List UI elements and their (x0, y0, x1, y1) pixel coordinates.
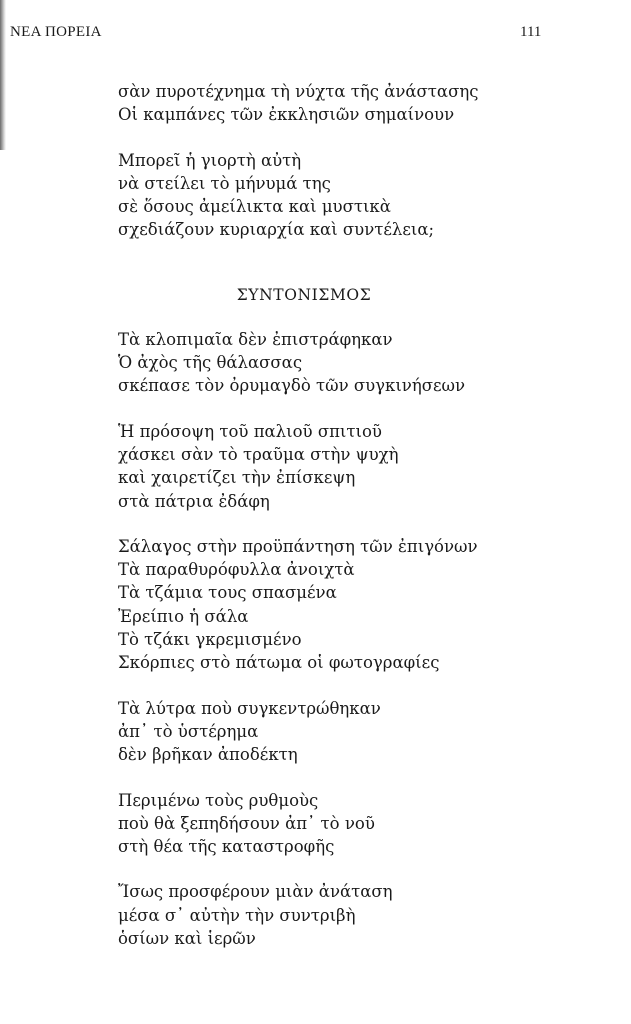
stanza (118, 149, 618, 242)
stanza (118, 535, 618, 675)
poem-line: μέσα σ᾿ αὐτὴν τὴν συντριβὴ (118, 905, 356, 925)
poem-line: Τὰ λύτρα ποὺ συγκεντρώθηκαν (118, 698, 381, 718)
poem-line: ἀπ᾿ τὸ ὑστέρημα (118, 721, 259, 741)
poem-line: Ἴσως προσφέρουν μιὰν ἀνάταση (118, 882, 393, 902)
poem-line: Τὰ τζάμια τους σπασμένα (118, 583, 337, 603)
poem-line: Οἱ καμπάνες τῶν ἐκκλησιῶν σημαίνουν (118, 105, 455, 125)
poem-line: Μπορεῖ ἡ γιορτὴ αὐτὴ (118, 150, 302, 170)
page-header (0, 24, 631, 48)
stanza (118, 328, 618, 398)
poem-line: Ἐρείπιο ἡ σάλα (118, 606, 249, 626)
poem-line: σχεδιάζουν κυριαρχία καὶ συντέλεια; (118, 220, 435, 240)
poem-line: Τὰ παραθυρόφυλλα ἀνοιχτὰ (118, 560, 355, 580)
poem-line: σὰν πυροτέχνημα τὴ νύχτα τῆς ἀνάστασης (118, 82, 479, 101)
poem-line: στὴ θέα τῆς καταστροφῆς (118, 837, 335, 857)
poem-line: χάσκει σὰν τὸ τραῦμα στὴν ψυχὴ (118, 444, 399, 464)
section-title: ΣΥΝΤΟΝΙΣΜΟΣ (236, 285, 372, 304)
poem-line: νὰ στείλει τὸ μήνυμά της (118, 173, 331, 193)
stanza (118, 420, 618, 513)
running-title: ΝΕΑ ΠΟΡΕΙΑ (10, 24, 102, 40)
poem-line: δὲν βρῆκαν ἀποδέκτη (118, 745, 298, 765)
poem-line: Τὸ τζάκι γκρεμισμένο (118, 630, 302, 650)
poem-line: Τὰ κλοπιμαῖα δὲν ἐπιστράφηκαν (118, 329, 393, 349)
poem-line: καὶ χαιρετίζει τὴν ἐπίσκεψη (118, 468, 356, 488)
poem-line: στὰ πάτρια ἐδάφη (118, 491, 270, 511)
book-spine-shadow (0, 0, 6, 150)
poem-line: ὁσίων καὶ ἱερῶν (118, 929, 256, 949)
poem-line: Ἡ πρόσοψη τοῦ παλιοῦ σπιτιοῦ (118, 421, 382, 441)
page-number: 111 (520, 24, 542, 40)
stanzas-after-section (118, 328, 618, 951)
stanza (118, 80, 618, 127)
stanza (118, 697, 618, 767)
poem-line: σὲ ὅσους ἀμείλικτα καὶ μυστικὰ (118, 197, 391, 217)
stanza (118, 880, 618, 950)
poem-line: Σάλαγος στὴν προϋπάντηση τῶν ἐπιγόνων (118, 536, 478, 556)
poem-line: Σκόρπιες στὸ πάτωμα οἱ φωτογραφίες (118, 653, 440, 673)
stanza (118, 789, 618, 859)
poem-line: σκέπασε τὸν ὀρυμαγδὸ τῶν συγκινήσεων (118, 376, 466, 396)
poem-line: Περιμένω τοὺς ρυθμοὺς (118, 790, 319, 810)
stanzas-before-section (118, 80, 618, 242)
poem-body (118, 80, 618, 972)
poem-line: Ὁ ἀχὸς τῆς θάλασσας (118, 353, 303, 373)
poem-line: ποὺ θὰ ξεπηδήσουν ἀπ᾿ τὸ νοῦ (118, 813, 375, 833)
